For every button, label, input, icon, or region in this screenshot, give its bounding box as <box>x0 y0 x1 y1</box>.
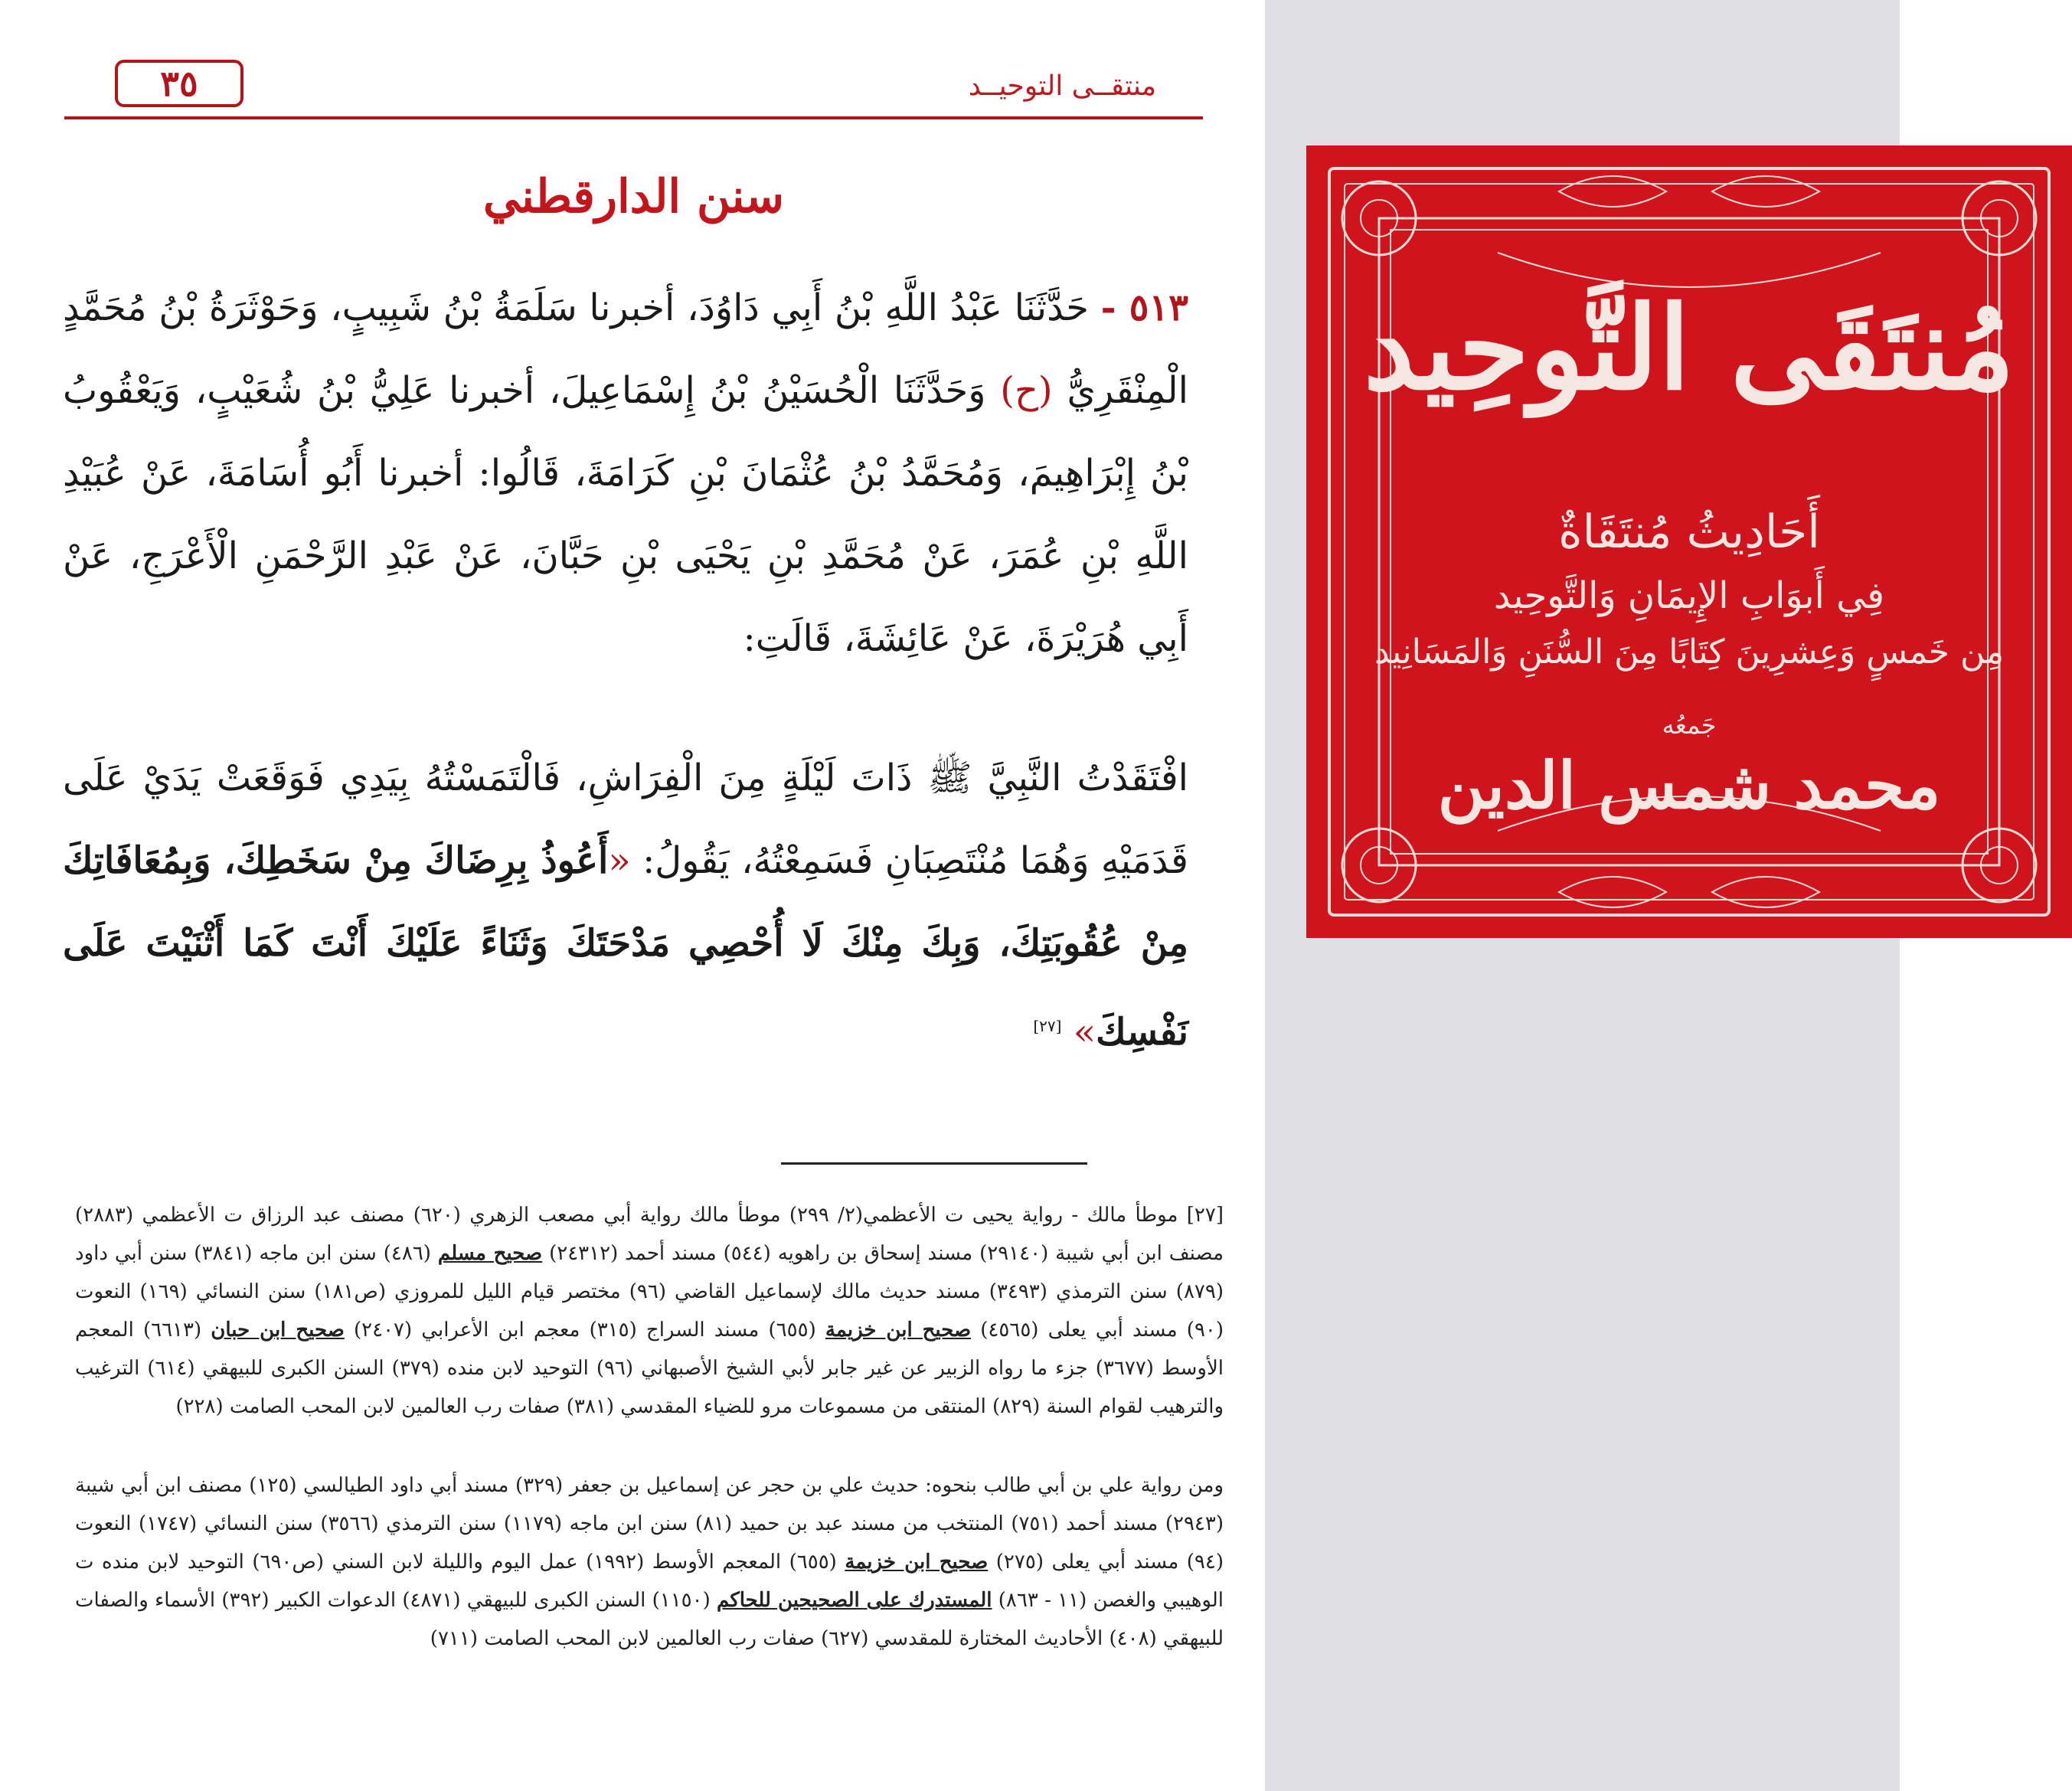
footnote-source-mustadrak: المستدرك على الصحيحين للحاكم <box>717 1589 992 1612</box>
cover-subtitle-1: أَحَادِيثُ مُنتَقَاةٌ <box>1558 505 1820 559</box>
quote-close: » <box>1073 1011 1096 1054</box>
hadith-isnad <box>63 266 1188 680</box>
cover-author: محمد شمس الدين <box>1437 747 1941 823</box>
cover-title: مُنتَقَى التَّوحِيد <box>1363 281 2015 416</box>
footnote-source-khuzaymah: صحيح ابن خزيمة <box>825 1319 972 1342</box>
book-cover-image <box>1306 145 2072 938</box>
cover-compiled-by: جَمعُه <box>1662 711 1717 740</box>
matn-intro: افْتَقَدْتُ النَّبِيَّ ﷺ ذَاتَ لَيْلَةٍ مِنَ الْفِرَاشِ، فَالْتَمَسْتُهُ بِيَدِي فَوَقَعَتْ يَدَيْ عَلَى قَدَمَيْهِ وَهُمَا مُنْتَصِبَانِ فَسَمِعْتُهُ، يَقُولُ: <box>63 757 1188 882</box>
cover-subtitle-2: فِي أَبوَابِ الإِيمَانِ وَالتَّوحِيد <box>1493 574 1885 617</box>
hadith-number: ٥١٣ - <box>1100 286 1189 329</box>
running-title: منتقــى التوحيــد <box>968 70 1156 102</box>
footnote-2 <box>75 1466 1224 1658</box>
footnote-text: (٦٥٥) المعجم الأوسط (١٩٩٢) عمل اليوم والليلة لابن السني (ص٦٩٠) التوحيد لابن منده ت الوهيبي والغصن (١١ - ٨٦٣) <box>75 1551 1224 1612</box>
footnote-text: ومن رواية علي بن أبي طالب بنحوه: حديث علي بن حجر عن إسماعيل بن جعفر (٣٢٩) مسند أبي داود الطيالسي (١٢٥) مصنف ابن أبي شيبة (٢٩٤٣) مسند أحمد (٧٥١) المنتخب من مسند عبد بن حميد (٨١) سنن ابن ماجه (١١٧٩) سنن الترمذي (٣٥٦٦) سنن النسائي (١٧٤٧) النعوت (٩٤) مسند أبي يعلى (٢٧٥) <box>75 1474 1224 1574</box>
cover-subtitle-3: مِن خَمسٍ وَعِشرِينَ كِتَابًا مِنَ السُّنَنِ وَالمَسَانِيد <box>1374 632 2005 672</box>
hadith-matn <box>63 737 1188 1074</box>
quote-open: « <box>608 839 631 882</box>
tahwil-mark: (ح) <box>1000 369 1053 412</box>
chapter-title: سنن الدارقطني <box>482 170 785 224</box>
isnad-part-1: حَدَّثَنَا عَبْدُ اللَّهِ بْنُ أَبِي دَاوُدَ، أخبرنا سَلَمَةُ بْنُ شَبِيبٍ، وَحَوْثَرَةُ بْنُ مُحَمَّدٍ الْمِنْقَرِيُّ <box>63 286 1188 412</box>
footnote-text: (٤٨٦) سنن ابن ماجه (٣٨٤١) سنن أبي داود (٨٧٩) سنن الترمذي (٣٤٩٣) مسند حديث مالك لإسماعيل القاضي (٩٦) مختصر قيام الليل للمروزي (ص١٨١) سنن النسائي (١٦٩) النعوت (٩٠) مسند أبي يعلى (٤٥٦٥) <box>75 1242 1224 1342</box>
isnad-part-2: وَحَدَّثَنَا الْحُسَيْنُ بْنُ إِسْمَاعِيلَ، أخبرنا عَلِيُّ بْنُ شُعَيْبٍ، وَيَعْقُوبُ بْنُ إِبْرَاهِيمَ، وَمُحَمَّدُ بْنُ عُثْمَانَ بْنِ كَرَامَةَ، قَالُوا: أخبرنا أَبُو أُسَامَةَ، عَنْ عُبَيْدِ اللَّهِ بْنِ عُمَرَ، عَنْ مُحَمَّدِ بْنِ يَحْيَى بْنِ حَبَّانَ، عَنْ عَبْدِ الرَّحْمَنِ الْأَعْرَجِ، عَنْ أَبِي هُرَيْرَةَ، عَنْ عَائِشَةَ، قَالَتِ: <box>63 369 1188 660</box>
footnote-text: (٦٦١٣) المعجم الأوسط (٣٦٧٧) جزء ما رواه الزبير عن غير جابر لأبي الشيخ الأصبهاني (٩٦) التوحيد لابن منده (٣٧٩) السنن الكبرى للبيهقي (٦١٤) الترغيب والترهيب لقوام السنة (٨٢٩) المنتقى من مسموعات مرو للضياء المقدسي (٣٨١) صفات رب العالمين لابن المحب الصامت (٢٢٨) <box>75 1319 1224 1418</box>
footnote-1 <box>75 1196 1224 1426</box>
footnote-rule <box>781 1162 1087 1165</box>
footnote-ref-marker[interactable]: [٢٧] <box>1033 1017 1062 1035</box>
footnote-source-hibban: صحيح ابن حبان <box>211 1319 345 1342</box>
header-rule <box>64 116 1203 119</box>
footnote-source-khuzaymah: صحيح ابن خزيمة <box>845 1551 989 1574</box>
page-number-box: ٣٥ <box>115 60 243 107</box>
footnote-text: (١١٥٠) السنن الكبرى للبيهقي (٤٨٧١) الدعوات الكبير (٣٩٢) الأسماء والصفات للبيهقي (٤٠٨) الأحاديث المختارة للمقدسي (٦٢٧) صفات رب العالمين لابن المحب الصامت (٧١١) <box>75 1589 1224 1650</box>
footnote-text: [٢٧] موطأ مالك - رواية يحيى ت الأعظمي(٢/ ٢٩٩) موطأ مالك رواية أبي مصعب الزهري (٦٢٠) مصنف عبد الرزاق ت الأعظمي (٢٨٨٣) مصنف ابن أبي شيبة (٢٩١٤٠) مسند إسحاق بن راهويه (٥٤٤) مسند أحمد (٢٤٣١٢) <box>75 1204 1224 1265</box>
dua-text: أَعُوذُ بِرِضَاكَ مِنْ سَخَطِكَ، وَبِمُعَافَاتِكَ مِنْ عُقُوبَتِكَ، وَبِكَ مِنْكَ لَا أُحْصِي مَدْحَتَكَ وَثَنَاءً عَلَيْكَ أَنْتَ كَمَا أَثْنَيْتَ عَلَى نَفْسِكَ <box>63 839 1188 1054</box>
footnote-source-muslim: صحيح مسلم <box>437 1242 543 1265</box>
footnote-text: (٦٥٥) مسند السراج (٣١٥) معجم ابن الأعرابي (٢٤٠٧) <box>353 1319 816 1342</box>
